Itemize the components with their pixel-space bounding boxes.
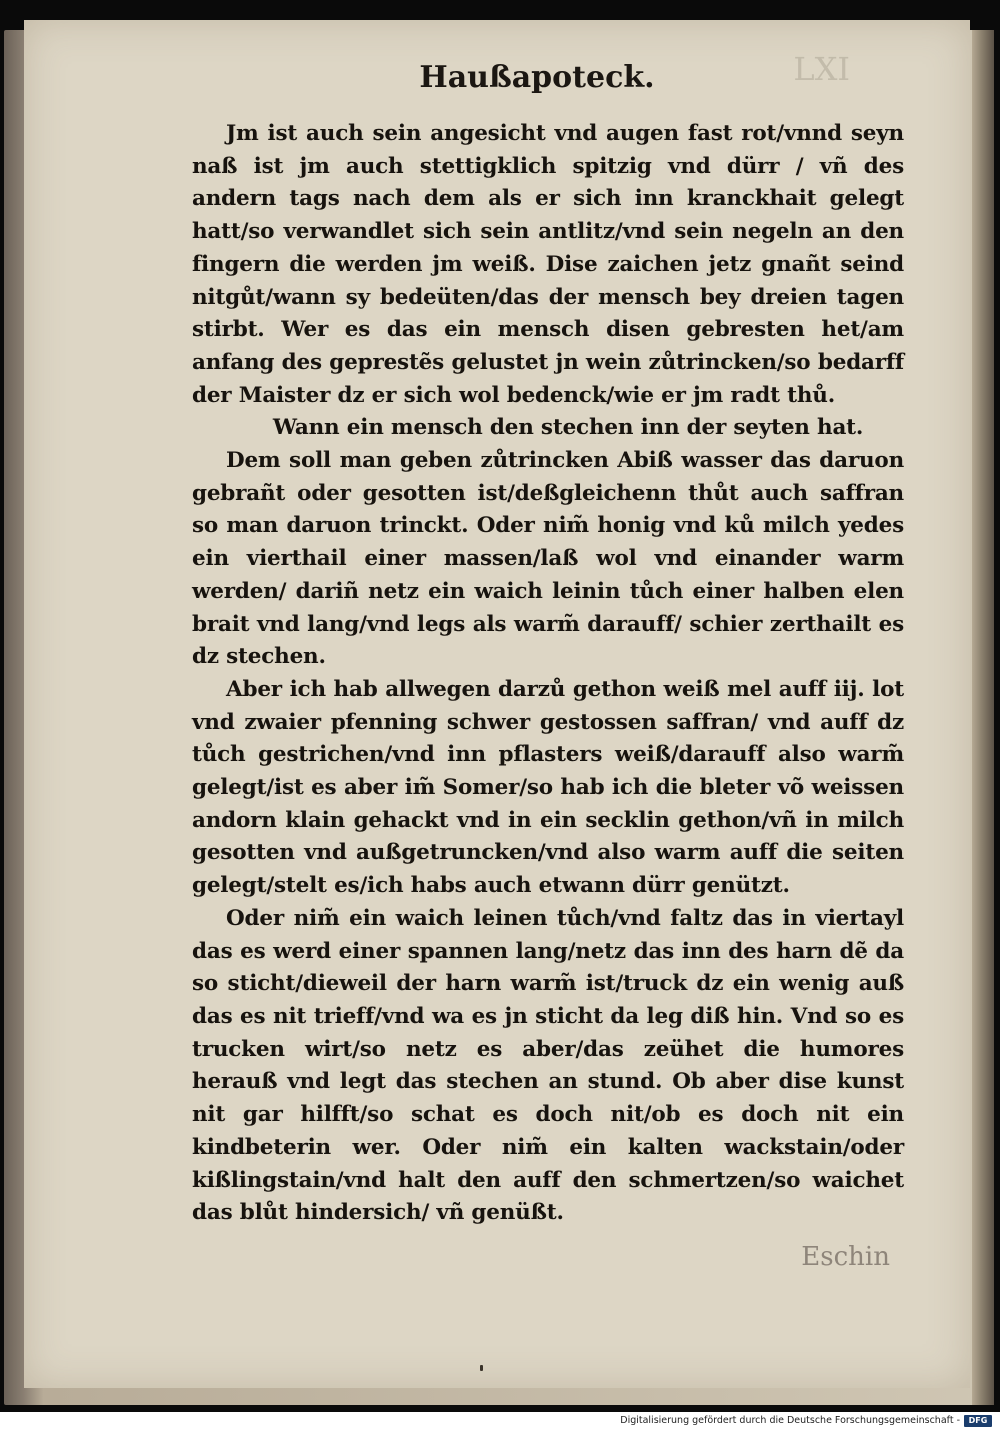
funding-credit: Digitalisierung gefördert durch die Deutsche Forschungsgemeinschaft - (620, 1415, 960, 1426)
paragraph-4: Oder nim̃ ein waich leinen tůch/vnd faltz das in viertayl das es werd einer spannen lang/netz das inn des harn dẽ da so sticht/dieweil der harn warm̃ ist/truck dz ein wenig auß das es nit trieff/vnd wa es jn sticht da leg diß hin. Vnd so es trucken wirt/so netz es aber/das zeühet die humores herauß vnd legt das stechen an stund. Ob aber dise kunst nit gar hilfft/so schat es doch nit/ob es doch nit ein kindbeterin wer. Oder nim̃ ein kalten wackstain/oder kißlingstain/vnd halt den auff den schmertzen/so waichet das blůt hindersich/ vñ genüßt. (192, 905, 904, 1226)
digitization-footer (0, 1412, 1000, 1432)
paragraph-2: Dem soll man geben zůtrincken Abiß wasser das daruon gebrañt oder gesotten ist/deßgleichenn thůt auch saffran so man daruon trinckt. Oder nim̃ honig vnd ků milch yedes ein vierthail einer massen/laß wol vnd einander warm werden/ dariñ netz ein waich leinin tůch einer halben elen brait vnd lang/vnd legs als warm̃ darauff/ schier zerthailt es dz stechen. (192, 448, 904, 670)
paper-speck (480, 1365, 483, 1371)
catchword: Eschin (801, 1242, 890, 1272)
page-right-edge (972, 30, 994, 1405)
main-text-block (192, 118, 904, 1230)
section-heading: Wann ein mensch den stechen inn der seyten hat. (272, 415, 864, 441)
paragraph-3: Aber ich hab allwegen darzů gethon weiß mel auff iij. lot vnd zwaier pfenning schwer gestossen saffran/ vnd auff dz tůch gestrichen/vnd inn pflasters weiß/darauff also warm̃ gelegt/ist es aber im̃ Somer/so hab ich die bleter võ weissen andorn klain gehackt vnd in ein secklin gethon/vñ in milch gesotten vnd außgetruncken/vnd also warm auff die seiten gelegt/stelt es/ich habs auch etwann dürr genützt. (192, 676, 904, 899)
dfg-logo-icon: DFG (964, 1415, 992, 1427)
paragraph-1: Jm ist auch sein angesicht vnd augen fast rot/vnnd seyn naß ist jm auch stettigklich spitzig vnd dürr / vñ des andern tags nach dem als er sich inn kranckhait gelegt hatt/so verwandlet sich sein antlitz/vnd sein negeln an den fingern die werden jm weiß. Dise zaichen jetz gnañt seind nitgůt/wann sy bedeüten/das der mensch bey dreien tagen stirbt. Wer es das ein mensch disen gebresten het/am anfang des geprestẽs gelustet jn wein zůtrincken/so bedarff der Maister dz er sich wol bedenck/wie er jm radt thů. (192, 121, 904, 408)
book-page (24, 20, 970, 1388)
ghost-folio-number: LXI (793, 50, 850, 88)
running-head: Haußapoteck. (419, 60, 655, 95)
